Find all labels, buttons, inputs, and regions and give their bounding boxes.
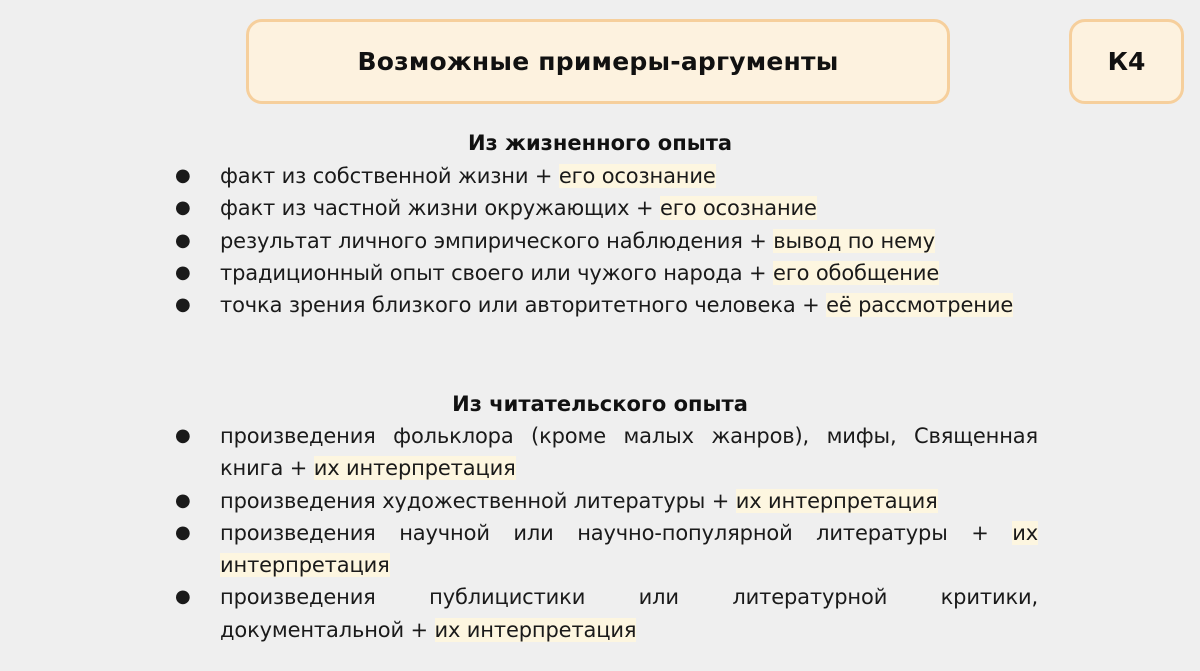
bullet-icon: ● [175, 521, 191, 543]
list-item [175, 225, 1038, 257]
item-text: факт из собственной жизни + [220, 164, 559, 188]
bullet-icon: ● [175, 586, 191, 608]
reading-experience-list [175, 420, 1038, 646]
item-highlight: их интерпретация [220, 520, 1038, 578]
item-highlight: вывод по нему [773, 228, 935, 253]
item-highlight: его осознание [558, 164, 716, 188]
page-title: Возможные примеры-аргументы [357, 47, 839, 76]
item-text: точка зрения близкого или авторитетного человека + [220, 293, 827, 318]
item-highlight: их интерпретация [434, 617, 637, 642]
item-text: произведения научной или научно-популярной литературы + [220, 520, 1013, 545]
item-highlight: её рассмотрение [826, 293, 1014, 318]
item-highlight: его обобщение [772, 260, 940, 285]
list-item [175, 257, 1038, 289]
item-text: результат личного эмпирического наблюдения + [220, 228, 774, 253]
bullet-icon: ● [175, 261, 191, 283]
item-text: произведения публицистики или литературной критики, документальной + [220, 585, 1038, 642]
list-item [175, 192, 1038, 224]
item-text: произведения художественной литературы + [220, 488, 736, 513]
title-banner [246, 19, 950, 104]
list-item [175, 485, 1038, 517]
life-experience-list [175, 160, 1038, 321]
list-item [175, 581, 1038, 646]
bullet-icon: ● [175, 425, 191, 446]
item-text: традиционный опыт своего или чужого народа + [220, 260, 773, 285]
bullet-icon: ● [175, 489, 191, 511]
bullet-icon: ● [175, 165, 191, 186]
code-label: К4 [1107, 47, 1146, 76]
item-text: факт из частной жизни окружающих + [220, 196, 660, 221]
list-item [175, 517, 1038, 582]
bullet-icon: ● [175, 229, 191, 251]
bullet-icon: ● [175, 197, 191, 219]
list-item [175, 289, 1038, 321]
item-highlight: их интерпретация [735, 488, 938, 513]
section-heading-reading: Из читательского опыта [452, 392, 748, 416]
item-text: произведения фольклора (кроме малых жанров), мифы, Священная книга + [220, 424, 1038, 481]
list-item [175, 420, 1038, 485]
item-highlight: его осознание [659, 196, 817, 221]
bullet-icon: ● [175, 294, 191, 316]
code-badge [1069, 19, 1184, 104]
section-heading-life: Из жизненного опыта [467, 131, 733, 155]
list-item [175, 160, 1038, 192]
item-highlight: их интерпретация [313, 456, 516, 481]
